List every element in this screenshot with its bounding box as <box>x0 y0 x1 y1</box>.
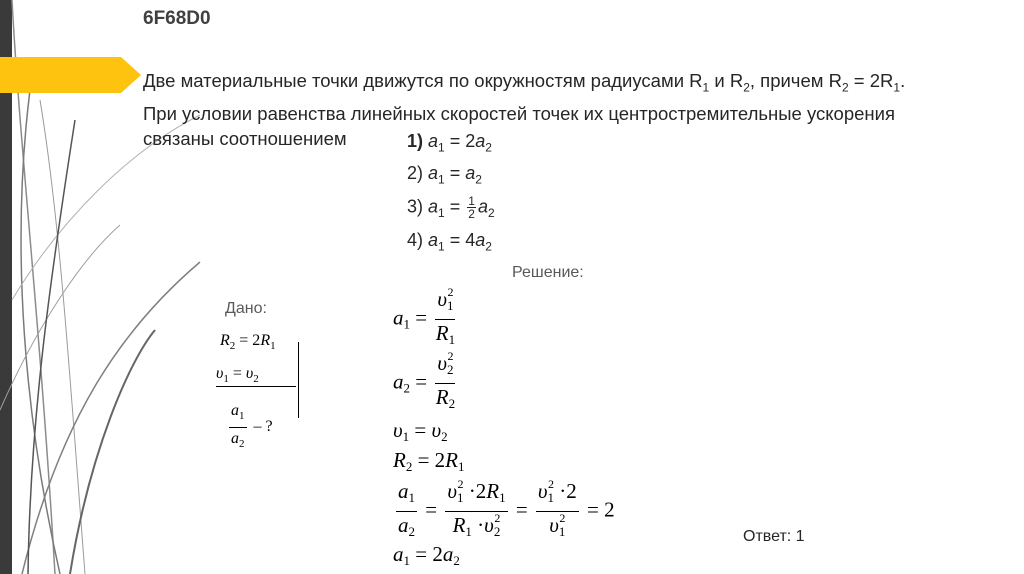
given-r2-eq-2r1: $R_2 = 2R_1$ <box>220 332 276 352</box>
given-vertical-line <box>298 342 299 418</box>
yellow-arrow-banner <box>0 57 141 93</box>
problem-statement <box>143 68 1013 151</box>
problem-line2: При условии равенства линейных скоростей точек их центростремительные ускорения <box>143 102 895 124</box>
answer-text: Ответ: 1 <box>743 528 805 545</box>
formula-a2: $a_2$ = $\frac{\upsilon_2^2}{R_2}$ <box>393 349 456 411</box>
option-4: 4) $a_1 = 4a_2$ <box>407 230 492 254</box>
given-label: Дано: <box>225 300 267 317</box>
problem-line1: Две материальные точки движутся по окружностям радиусами $R_1$ и $R_2$, причем $R_2 = 2R_1$. <box>143 70 906 95</box>
formula-a1: $a_1$ = $\frac{\upsilon_1^2}{R_1}$ <box>393 285 456 347</box>
solution-label: Решение: <box>512 264 584 281</box>
option-2: 2) $a_1 = a_2$ <box>407 163 482 187</box>
problem-code: 6F68D0 <box>143 8 211 29</box>
formula-a1-eq-2a2: $a_1 = 2a_2$ <box>393 542 460 568</box>
formula-r2-eq-2r1: $R_2 = 2R_1$ <box>393 448 465 474</box>
option-3: 3) $a_1$ = $\frac{1}{2}$ $a_2$ <box>407 194 495 221</box>
curve-line <box>40 100 85 574</box>
curve-line <box>21 90 60 574</box>
given-separator-line <box>216 386 296 387</box>
curve-line <box>70 330 155 574</box>
problem-line3: связаны соотношением <box>143 127 347 149</box>
given-question: $\frac{a_1}{a_2}$ – ? <box>231 402 273 450</box>
formula-ratio: $\frac{a_1}{a_2}$ = $\frac{\upsilon_1^2 \cdot 2R_1}{R_1 \cdot\upsilon_2^2}$ = $\frac{\upsilon_1^2 \cdot 2}{\upsilon_1^2}$ = 2 <box>398 477 615 539</box>
curve-line <box>0 225 120 410</box>
option-1: 1) $a_1 = 2a_2$ <box>407 131 492 155</box>
formula-v1-eq-v2: $\upsilon_1 = \upsilon_2$ <box>393 418 448 444</box>
fraction-one-half: $\frac{1}{2}$ <box>468 194 475 221</box>
given-v1-eq-v2: $\upsilon_1 = \upsilon_2$ <box>216 365 259 385</box>
